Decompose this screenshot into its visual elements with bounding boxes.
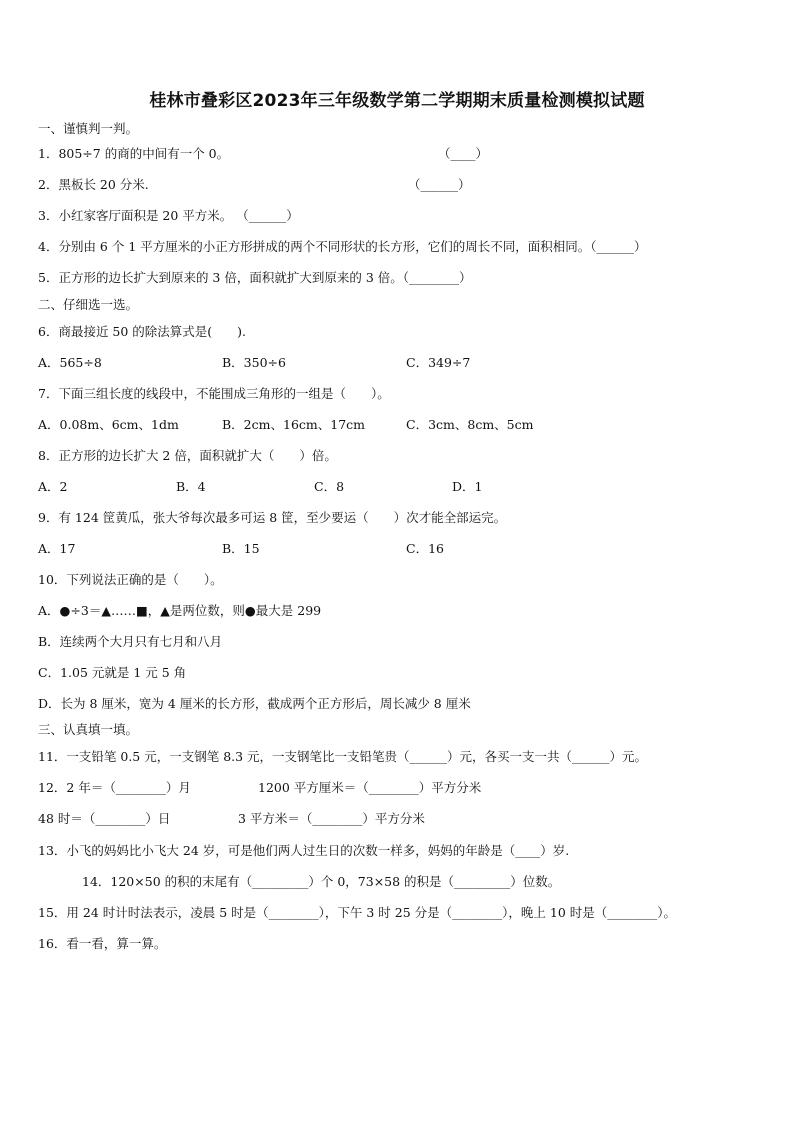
q8-option-a: A．2 bbox=[38, 479, 68, 494]
question-4: 4．分别由 6 个 1 平方厘米的小正方形拼成的两个不同形状的长方形，它们的周长不同，面积相同。（______） bbox=[38, 239, 647, 254]
section-heading-judge: 一、谨慎判一判。 bbox=[38, 121, 139, 136]
section-heading-choose: 二、仔细选一选。 bbox=[38, 297, 139, 312]
question-12-part-b: 1200 平方厘米＝（________）平方分米 bbox=[258, 780, 482, 795]
question-12-part-d: 3 平方米＝（________）平方分米 bbox=[238, 811, 425, 826]
q9-option-b: B．15 bbox=[222, 541, 260, 556]
q6-option-a: A．565÷8 bbox=[38, 355, 102, 370]
q7-option-a: A．0.08m、6cm、1dm bbox=[38, 417, 179, 432]
q8-option-c: C．8 bbox=[314, 479, 345, 494]
question-16: 16．看一看，算一算。 bbox=[38, 936, 167, 951]
q6-option-b: B．350÷6 bbox=[222, 355, 286, 370]
question-10: 10．下列说法正确的是（ ）。 bbox=[38, 572, 223, 587]
question-8: 8．正方形的边长扩大 2 倍，面积就扩大（ ）倍。 bbox=[38, 448, 337, 463]
q10-option-b: B．连续两个大月只有七月和八月 bbox=[38, 634, 223, 649]
page-title: 桂林市叠彩区2023年三年级数学第二学期期末质量检测模拟试题 bbox=[149, 91, 645, 111]
question-12-part-a: 12．2 年＝（________）月 bbox=[38, 780, 191, 795]
question-12-part-c: 48 时＝（________）日 bbox=[38, 811, 171, 826]
question-7: 7．下面三组长度的线段中，不能围成三角形的一组是（ ）。 bbox=[38, 386, 390, 401]
answer-blank-2: （______） bbox=[408, 177, 471, 192]
question-11: 11．一支铅笔 0.5 元，一支钢笔 8.3 元，一支钢笔比一支铅笔贵（______）元，各买一支一共（______）元。 bbox=[38, 749, 648, 764]
q8-option-d: D．1 bbox=[452, 479, 483, 494]
question-6: 6．商最接近 50 的除法算式是( ). bbox=[38, 324, 247, 339]
q7-option-c: C．3cm、8cm、5cm bbox=[406, 417, 534, 432]
q10-option-c: C．1.05 元就是 1 元 5 角 bbox=[38, 665, 187, 680]
section-heading-fill: 三、认真填一填。 bbox=[38, 722, 139, 737]
q6-option-c: C．349÷7 bbox=[406, 355, 471, 370]
answer-blank-1: （____） bbox=[438, 146, 489, 161]
question-9: 9．有 124 筐黄瓜，张大爷每次最多可运 8 筐，至少要运（ ）次才能全部运完。 bbox=[38, 510, 507, 525]
q8-option-b: B．4 bbox=[176, 479, 206, 494]
q10-option-d: D．长为 8 厘米，宽为 4 厘米的长方形，截成两个正方形后，周长减少 8 厘米 bbox=[38, 696, 471, 711]
question-3: 3．小红家客厅面积是 20 平方米。 （______） bbox=[38, 208, 299, 223]
question-13: 13．小飞的妈妈比小飞大 24 岁，可是他们两人过生日的次数一样多，妈妈的年龄是（____）岁. bbox=[38, 843, 570, 858]
q10-option-a: A．●÷3＝▲……■，▲是两位数，则●最大是 299 bbox=[38, 603, 322, 618]
q9-option-c: C．16 bbox=[406, 541, 444, 556]
question-14: 14．120×50 的积的末尾有（_________）个 0，73×58 的积是（_________）位数。 bbox=[82, 874, 561, 889]
q9-option-a: A．17 bbox=[38, 541, 76, 556]
question-15: 15．用 24 时计时法表示，凌晨 5 时是（________），下午 3 时 25 分是（________），晚上 10 时是（________）。 bbox=[38, 905, 677, 920]
question-1: 1．805÷7 的商的中间有一个 0。 bbox=[38, 146, 230, 161]
question-5: 5．正方形的边长扩大到原来的 3 倍，面积就扩大到原来的 3 倍。（________） bbox=[38, 270, 472, 285]
question-2: 2．黑板长 20 分米. bbox=[38, 177, 149, 192]
q7-option-b: B．2cm、16cm、17cm bbox=[222, 417, 366, 432]
